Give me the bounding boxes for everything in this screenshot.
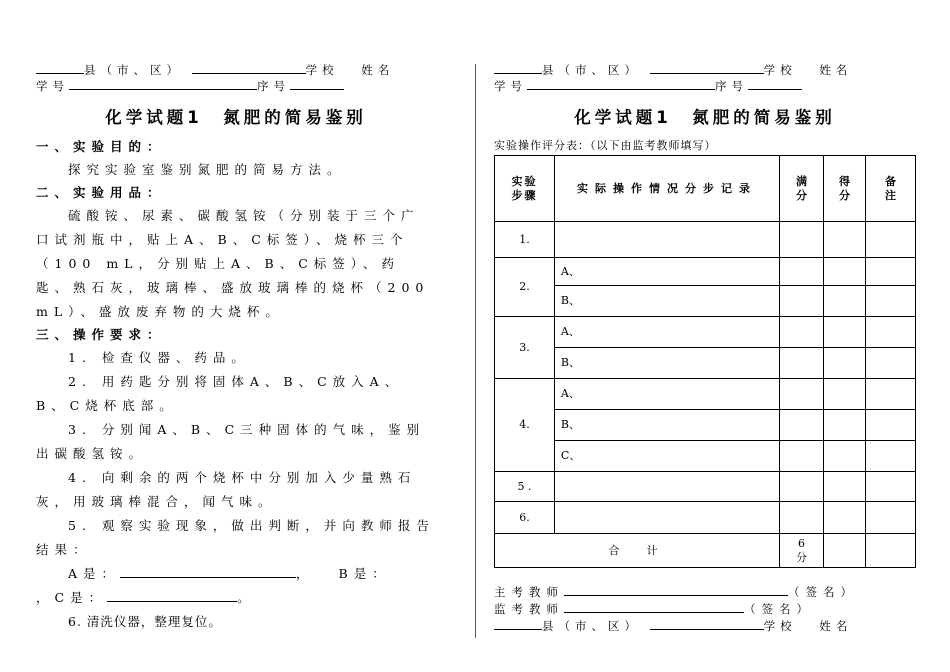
header-line-2	[36, 78, 436, 94]
proctor-signature-label: （签名）	[744, 602, 814, 616]
full-cell[interactable]	[780, 348, 824, 379]
step-1: 1. 检查仪器、药品。	[68, 350, 250, 365]
record-cell[interactable]	[554, 222, 779, 258]
header-line-1-right	[494, 62, 916, 78]
score-cell[interactable]	[824, 472, 866, 502]
step-5: 5. 观察实验现象，做出判断，并向教师报告结果：	[36, 518, 435, 557]
full-cell[interactable]	[780, 222, 824, 258]
examiner-line	[494, 584, 916, 601]
seq-no-label: 序号	[715, 79, 748, 93]
note-cell[interactable]	[865, 286, 915, 317]
table-row	[495, 441, 916, 472]
answer-b-label: B是：	[338, 566, 391, 581]
full-cell[interactable]	[780, 441, 824, 472]
answer-a-label: A是：	[68, 566, 121, 581]
table-header-row	[495, 156, 916, 222]
footer-line	[494, 618, 916, 635]
county-label: 县（市、区）	[542, 63, 641, 77]
answer-a-blank[interactable]	[120, 566, 296, 578]
left-page	[36, 62, 436, 634]
score-table	[494, 155, 916, 568]
note-cell[interactable]	[865, 502, 915, 534]
full-cell[interactable]	[780, 286, 824, 317]
page-title: 化学试题1 氮肥的简易鉴别	[105, 108, 367, 127]
student-no-label: 学号	[36, 79, 69, 93]
score-table-caption: 实验操作评分表：（以下由监考教师填写）	[494, 139, 717, 152]
total-full-score: 6分	[780, 534, 824, 568]
step-cell-6: 6.	[495, 502, 555, 534]
school-label: 学校	[763, 619, 797, 633]
note-cell[interactable]	[865, 441, 915, 472]
student-no-label: 学号	[494, 79, 527, 93]
record-cell-a[interactable]: A、	[554, 258, 779, 286]
proctor-label: 监考教师	[494, 602, 564, 616]
table-row	[495, 410, 916, 441]
seq-no-label: 序号	[257, 79, 290, 93]
table-row	[495, 286, 916, 317]
examiner-sign-blank[interactable]	[564, 584, 788, 596]
school-blank[interactable]	[650, 62, 764, 74]
name-label: 姓名	[819, 619, 853, 633]
step-3: 3. 分别闻A、B、C三种固体的气味，鉴别出碳酸氢铵。	[36, 422, 426, 461]
col-score-header: 得分	[824, 156, 866, 222]
answer-c-blank[interactable]	[107, 590, 237, 602]
section-2-text: 硫酸铵、尿素、碳酸氢铵（分别装于三个广口试剂瓶中，贴上A、B、C标签）、烧杯三个（100 mL，分别贴上A、B、C标签）、药匙、熟石灰，玻璃棒、盛放玻璃棒的烧杯（200 mL）、盛放废弃物的大烧杯。	[36, 208, 430, 319]
col-full-header: 满分	[780, 156, 824, 222]
table-row	[495, 379, 916, 410]
full-cell[interactable]	[780, 258, 824, 286]
table-row	[495, 222, 916, 258]
col-step-header: 实验步骤	[495, 156, 555, 222]
record-cell-b[interactable]: B、	[554, 286, 779, 317]
score-cell[interactable]	[824, 317, 866, 348]
full-cell[interactable]	[780, 502, 824, 534]
section-2-title: 二、实验用品：	[36, 185, 166, 200]
step-cell-3: 3.	[495, 317, 555, 379]
school-blank[interactable]	[650, 618, 764, 630]
county-blank[interactable]	[36, 62, 84, 74]
full-cell[interactable]	[780, 472, 824, 502]
page-title-right: 化学试题1 氮肥的简易鉴别	[574, 108, 836, 127]
county-blank[interactable]	[494, 618, 542, 630]
score-cell[interactable]	[824, 222, 866, 258]
page-divider	[475, 64, 476, 638]
score-cell[interactable]	[824, 286, 866, 317]
school-label: 学校	[305, 63, 339, 77]
name-label: 姓名	[819, 63, 853, 77]
header-line-1	[36, 62, 436, 78]
student-no-blank[interactable]	[69, 78, 257, 90]
step-2: 2. 用药匙分别将固体A、B、C放入A、B、C烧杯底部。	[36, 374, 404, 413]
record-cell-c[interactable]: C、	[554, 441, 779, 472]
name-label: 姓名	[361, 63, 395, 77]
header-line-2-right	[494, 78, 916, 94]
total-score-cell[interactable]	[824, 534, 866, 568]
table-row	[495, 502, 916, 534]
record-cell-b[interactable]: B、	[554, 348, 779, 379]
record-cell-b[interactable]: B、	[554, 410, 779, 441]
col-note-header: 备注	[865, 156, 915, 222]
note-cell[interactable]	[865, 379, 915, 410]
section-1-title: 一、实验目的：	[36, 139, 166, 154]
seq-no-blank[interactable]	[290, 78, 344, 90]
total-row	[495, 534, 916, 568]
record-cell-a[interactable]: A、	[554, 317, 779, 348]
examiner-signature-label: （签名）	[788, 585, 858, 599]
total-note-cell[interactable]	[865, 534, 915, 568]
proctor-sign-blank[interactable]	[564, 601, 744, 613]
note-cell[interactable]	[865, 410, 915, 441]
step-4: 4. 向剩余的两个烧杯中分别加入少量熟石灰，用玻璃棒混合，闻气味。	[36, 470, 417, 509]
score-cell[interactable]	[824, 258, 866, 286]
county-label: 县（市、区）	[84, 63, 183, 77]
full-cell[interactable]	[780, 317, 824, 348]
score-cell[interactable]	[824, 502, 866, 534]
step-cell-1: 1.	[495, 222, 555, 258]
note-cell[interactable]	[865, 348, 915, 379]
score-cell[interactable]	[824, 379, 866, 410]
record-cell[interactable]	[554, 472, 779, 502]
table-row	[495, 348, 916, 379]
answer-c-label: C是：	[54, 590, 108, 605]
table-row	[495, 317, 916, 348]
col-record-header: 实际操作情况分步记录	[554, 156, 779, 222]
score-cell[interactable]	[824, 348, 866, 379]
total-label: 合 计	[495, 534, 780, 568]
record-cell-a[interactable]: A、	[554, 379, 779, 410]
table-row	[495, 258, 916, 286]
score-cell[interactable]	[824, 410, 866, 441]
record-cell[interactable]	[554, 502, 779, 534]
note-cell[interactable]	[865, 222, 915, 258]
full-cell[interactable]	[780, 410, 824, 441]
right-page	[494, 62, 916, 635]
proctor-line	[494, 601, 916, 618]
step-6: 6. 清洗仪器，整理复位。	[68, 614, 222, 629]
step-cell-5: 5 .	[495, 472, 555, 502]
county-blank[interactable]	[494, 62, 542, 74]
note-cell[interactable]	[865, 258, 915, 286]
full-cell[interactable]	[780, 379, 824, 410]
section-1-text: 探究实验室鉴别氮肥的简易方法。	[68, 162, 346, 177]
step-cell-2: 2.	[495, 258, 555, 317]
school-label: 学校	[763, 63, 797, 77]
section-3-title: 三、操作要求：	[36, 327, 166, 342]
table-row	[495, 472, 916, 502]
step-cell-4: 4.	[495, 379, 555, 472]
score-cell[interactable]	[824, 441, 866, 472]
seq-no-blank[interactable]	[748, 78, 802, 90]
answer-line-ab: A是： ， B是：	[68, 566, 391, 581]
student-no-blank[interactable]	[527, 78, 715, 90]
examiner-label: 主考教师	[494, 585, 564, 599]
note-cell[interactable]	[865, 472, 915, 502]
answer-line-c: ，C是： 。	[36, 590, 256, 605]
school-blank[interactable]	[192, 62, 306, 74]
county-label: 县（市、区）	[542, 619, 641, 633]
note-cell[interactable]	[865, 317, 915, 348]
